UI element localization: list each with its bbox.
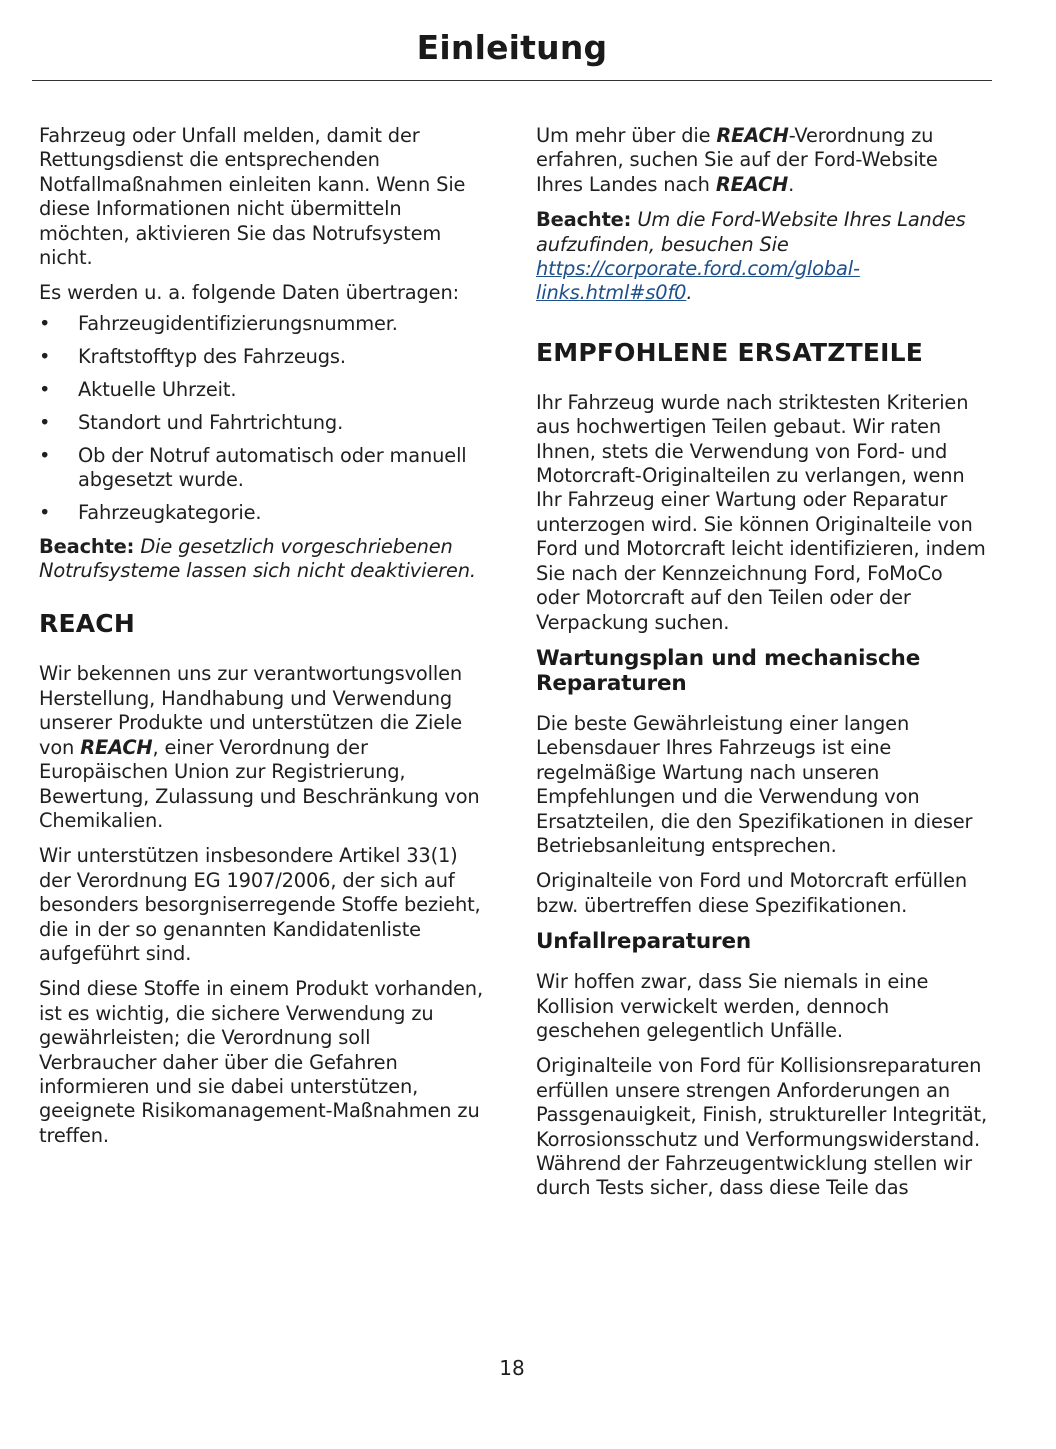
note-text: Um die Ford-Website Ihres Landes aufzufinden, besuchen Sie: [536, 208, 966, 256]
note-emergency: [39, 535, 491, 584]
bullet-icon: •: [39, 311, 51, 335]
collision-paragraph-1: Wir hoffen zwar, dass Sie niemals in eine Kollision verwickelt werden, dennoch geschehen gelegentlich Unfälle.: [536, 970, 929, 1042]
header-divider: [32, 80, 992, 81]
intro-paragraph: Fahrzeug oder Unfall melden, damit der Rettungsdienst die entsprechenden Notfallmaßnahmen einleiten kann. Wenn Sie diese Informationen nicht übermitteln möchten, aktivieren Sie das Notrufsystem nicht.: [39, 124, 466, 270]
note-label: Beachte:: [39, 534, 135, 558]
page-header: [32, 26, 992, 70]
page-number: 18: [499, 1356, 525, 1380]
list-item: • Standort und Fahrtrichtung.: [39, 410, 344, 434]
parts-paragraph: Ihr Fahrzeug wurde nach striktesten Kriterien aus hochwertigen Teilen gebaut. Wir raten Ihnen, stets die Verwendung von Ford- und Motorcraft-Originalteilen zu verlangen, wenn Ihr Fahrzeug einer Wartung oder Reparatur unterzogen wird. Sie können Originalteile von Ford und Motorcraft leicht identifizieren, indem Sie nach der Kennzeichnung Ford, FoMoCo oder Motorcraft auf den Teilen oder der Verpackung suchen.: [536, 390, 986, 634]
bullet-icon: •: [39, 377, 51, 401]
bullet-icon: •: [39, 443, 51, 467]
note-label: Beachte:: [536, 208, 632, 232]
note-website: Beachte: Um die Ford-Website Ihres Landes aufzufinden, besuchen Sie https://corporate.ford.com/global-links.html#s0f0.: [536, 208, 966, 305]
section-heading-reach: REACH: [39, 609, 135, 639]
reach-paragraph-2: Wir unterstützen insbesondere Artikel 33(1) der Verordnung EG 1907/2006, der sich auf besonders besorgniserregende Stoffe bezieht, die in der so genannten Kandidatenliste aufgeführt sind.: [39, 844, 481, 965]
bullet-icon: •: [39, 501, 51, 525]
bullet-icon: •: [39, 344, 51, 368]
note-text: Die gesetzlich vorgeschriebenen Notrufsystemе lassen sich nicht deaktivieren.: [39, 534, 476, 583]
reach-paragraph-1: Wir bekennen uns zur verantwortungsvollen Herstellung, Handhabung und Verwendung unserer Produkte und unterstützen die Ziele von REACH, einer Verordnung der Europäischen Union zur Registrierung, Bewertung, Zulassung und Beschränkung von Chemikalien.: [39, 662, 480, 832]
ford-global-links-link[interactable]: https://corporate.ford.com/global-links.html#s0f0: [536, 257, 860, 305]
subheading-collision: Unfallreparaturen: [536, 929, 752, 955]
reach-emphasis: REACH: [715, 172, 789, 196]
list-item: • Kraftstofftyp des Fahrzeugs.: [39, 344, 346, 368]
list-item: • Ob der Notruf automatisch oder manuell abgesetzt wurde.: [39, 443, 467, 492]
bullet-icon: •: [39, 410, 51, 434]
maintenance-paragraph-2: Originalteile von Ford und Motorcraft erfüllen bzw. übertreffen diese Spezifikationen.: [536, 869, 968, 917]
reach-emphasis: REACH: [80, 735, 153, 759]
list-intro: Es werden u. a. folgende Daten übertragen:: [39, 281, 459, 305]
left-column: [39, 124, 491, 1159]
subheading-maintenance: Wartungsplan und mechanische Reparaturen: [536, 645, 921, 696]
reach-emphasis: REACH: [716, 124, 789, 147]
data-list: [39, 312, 491, 526]
list-item: • Fahrzeugidentifizierungsnummer.: [39, 311, 398, 335]
reach-more-paragraph: Um mehr über die REACH-Verordnung zu erfahren, suchen Sie auf der Ford-Website Ihres Landes nach REACH.: [536, 124, 938, 196]
section-heading-parts: EMPFOHLENE ERSATZTEILE: [536, 337, 924, 367]
list-item: • Aktuelle Uhrzeit.: [39, 377, 237, 401]
page-title: Einleitung: [416, 28, 608, 67]
list-item: • Fahrzeugkategorie.: [39, 501, 262, 525]
right-column: [536, 124, 988, 1212]
reach-paragraph-3: Sind diese Stoffe in einem Produkt vorhanden, ist es wichtig, die sichere Verwendung zu gewährleisten; die Verordnung soll Verbraucher daher über die Gefahren informieren und sie dabei unterstützen, geeignete Risikomanagement-Maßnahmen zu treffen.: [39, 977, 483, 1147]
maintenance-paragraph-1: Die beste Gewährleistung einer langen Lebensdauer Ihres Fahrzeugs ist eine regelmäßige Wartung nach unseren Empfehlungen und die Verwendung von Ersatzteilen, die den Spezifikationen in dieser Betriebsanleitung entsprechen.: [536, 711, 973, 857]
collision-paragraph-2: Originalteile von Ford für Kollisionsreparaturen erfüllen unsere strengen Anforderungen an Passgenauigkeit, Finish, struktureller Integrität, Korrosionsschutz und Verformungswiderstand. Während der Fahrzeugentwicklung stellen wir durch Tests sicher, dass diese Teile das: [536, 1054, 987, 1200]
